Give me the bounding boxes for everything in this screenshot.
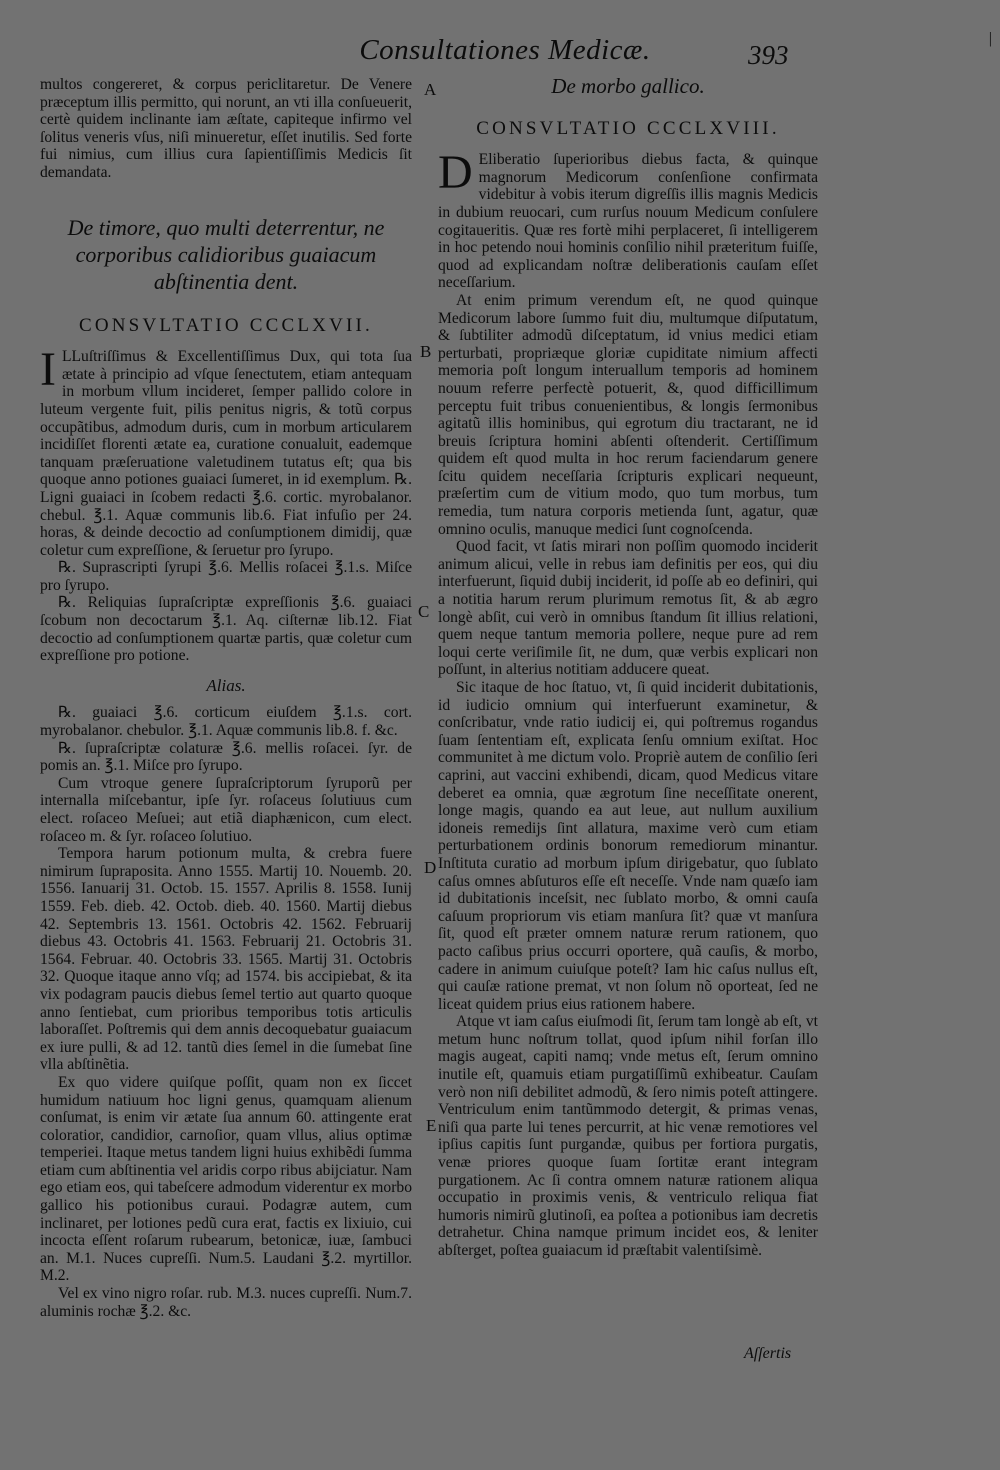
left-paragraph-7: Tempora harum potionum multa, & crebra fuere nimirum ſupraposita. Anno 1555. Martij 10. Nouemb. 20. 1556. Ianuarij 31. Octob. 15. 1557. Aprilis 8. 1558. Iunij 1559. Feb. dieb. 42. Octob. dieb. 40. 1560. Martij diebus 42. Septembris 13. 1561. Octobris 42. 1562. Februarij diebus 43. Octobris 41. 1563. Februarij 21. Octobris 31. 1564. Februar. 40. Octobris 33. 1565. Martij 31. Octobris 32. Quoque itaque anno vſq; ad 1574. bis accipiebat, & ita vix podagram paucis diebus ſemel tertio aut quarto quoque anno ſentiebat, cum prioribus temporibus totis articulis laboraſſet. Poſtremis qui dem annis decoquebatur guaiacum ex iure pulli, & ad 12. tantũ dies ſemel in die ſumebat ſine vlla abſtinẽtia. bbox=[40, 845, 412, 1074]
left-consultation-heading: CONSVLTATIO CCCLXVII. bbox=[78, 314, 374, 336]
right-paragraph-2: At enim primum verendum eſt, ne quod quinque Medicorum labore ſummo fuit diu, multumque diſputatum, & ſubtiliter admodũ diſceptatum, id vnius medici etiam perturbati, propriæque gloriæ cupiditate nimium affecti memoria poſt longum interuallum temporis ad hominem nouum referre perfectè potuerit, &, quod difficillimum perceptu fuit tribus conuenientibus, & longis ſermonibus agitatũ illis hominibus, qui egrotum diu tractarant, ne id breuis ſcriptura homini abſenti oſtenderit. Certiſſimum quidem eſt quod multa in hoc rerum faciendarum genere ſcitu quidem neceſſaria ſcripturis explicari nequeunt, præſertim cum de vitium modo, quo tum morbus, tum remedia, tum natura corporis metienda ſunt, agatur, quæ omnino oculis, manuque medici ſunt cognoſcenda. bbox=[438, 291, 818, 538]
left-paragraph-1: LLuſtriſſimus & Excellentiſſimus Dux, qui tota ſua ætate à principio ad vſque ſenectutem, etiam antequam in morbum vllum incideret, ſemper pallido colore in luteum vergente fuit, pilis penitus nigris, & totũ corpus occupãtibus, admodum duris, cum in morbum articularem incidiſſet florenti ætate ea, curatione conualuit, eademque tanquam præſeruatione valetudinem tutatus eſt; qua bis quoque anno potiones guaiaci ſumeret, in id exemplum. ℞. Ligni guaiaci in ſcobem redacti ℥.6. cortic. myrobalanor. chebul. ℥.1. Aquæ communis lib.6. Fiat infuſio per 24. horas, & deinde decoctio ad conſumptionem dimidij, quæ coletur cum expreſſione, & ſeruetur pro ſyrupo. bbox=[40, 348, 412, 559]
right-paragraph-4: Sic itaque de hoc ſtatuo, vt, ſi quid inciderit dubitationis, id iudicio omnium qui interfuerunt examinetur, & conſcribatur, vnde ratio iudicij ei, qui poſtremus rogandus ſuam ſententiam eſt, explicata ſenſu omnium exiſtat. Hoc communitet à me dictum volo. Propriè autem de conſilio ſeri caprini, aut vaccini exhibendi, dicam, quod Medicus vitare deberet ea omnia, quæ ægrotum ſine neceſſitate onerent, longe magis, quando ea aut leue, aut nullum auxilium idoneis remedijs ſint allatura, maxime verò cum etiam perturbationem ordinis bonorum remediorum minantur. Inſtituta curatio ad morbum ipſum dirigebatur, quo ſublato caſus omnes abſuturos eſſe eſt neceſſe. Vnde nam quæſo iam id dubitationis inceſsit, nec ſublato morbo, & omni cauſa caſuum propriorum vis etiam manſura ſit? quæ vt manſura ſit, quod eſt præter omnem naturæ rerum rationem, quo pacto caſibus prius occurri oportere, quã cauſis, & morbo, cadere in animum cuiuſque poteſt? Iam hic caſus nullus eſt, qui cauſæ ratione premat, vt non ſolum nõ oporteat, ſed ne liceat quidem prius eius rationem habere. bbox=[438, 679, 818, 1013]
right-section-title: De morbo gallico. bbox=[551, 74, 705, 98]
left-paragraph-2: ℞. Suprascripti ſyrupi ℥.6. Mellis roſacei ℥.1.s. Miſce pro ſyrupo. bbox=[40, 559, 412, 594]
right-column bbox=[438, 74, 818, 1260]
margin-letter-c: C bbox=[418, 602, 430, 621]
right-dropcap: D bbox=[438, 146, 473, 200]
left-column bbox=[40, 76, 412, 1320]
left-paragraph-8: Ex quo videre quiſque poſſit, quam non ex ſiccet humidum natiuum hoc ligni genus, quamquam alienum conſumat, is enim vir ætate ſua annum 60. attingente erat coloratior, candidior, carnoſior, quam vllus, alius optimæ temperiei. Itaque metus tandem ligni huius exhibẽdi ſumma etiam cum abſtinentia vel aridis corpo ribus abijciatur. Nam ego etiam eos, qui tabeſcere admodum viderentur ex morbo gallico his potionibus curaui. Podagræ autem, cum inclinaret, per lotiones pedũ cura erat, factis ex lixiuio, cui incocta eſſent roſarum rubearum, betonicæ, iuæ, ſambuci an. M.1. Nuces cupreſſi. Num.5. Laudani ℥.2. myrtillor. M.2. bbox=[40, 1073, 412, 1285]
running-title: Consultationes Medicæ. bbox=[359, 34, 651, 66]
left-paragraph-5: ℞. ſupraſcriptæ colaturæ ℥.6. mellis roſacei. ſyr. de pomis an. ℥.1. Miſce pro ſyrupo. bbox=[40, 739, 412, 775]
left-paragraph-6: Cum vtroque genere ſupraſcriptorum ſyruporũ per internalla miſcebantur, ipſe ſyr. roſaceus ſolutiuus cum elect. roſaceo Meſuei; aut etiã diaphænicon, cum elect. roſaceo m. & ſyr. roſaceo ſolutiuo. bbox=[40, 774, 412, 845]
alias-subheading: Alias. bbox=[206, 675, 246, 695]
left-dropcap: I bbox=[40, 343, 56, 397]
margin-letter-d: D bbox=[424, 858, 437, 877]
margin-letter-e: E bbox=[426, 1116, 437, 1135]
right-consultation-heading: CONSVLTATIO CCCLXVIII. bbox=[476, 117, 780, 139]
margin-letter-b: B bbox=[420, 342, 432, 361]
page-edge-mark: | bbox=[988, 30, 992, 47]
page-number: 393 bbox=[748, 40, 789, 70]
left-intro-paragraph: multos congereret, & corpus periclitaretur. De Venere præceptum illis permitto, qui norunt, an vti illa conſueuerit, certè quidem inclinante iam æſtate, capiteque infirmo vel ſolitus veneris vſus, niſi minueretur, eſſet inutilis. Sed forte fui nimius, cum illius cura ſapientiſſimis Medicis ſit demandata. bbox=[40, 76, 412, 181]
right-paragraph-3: Quod facit, vt ſatis mirari non poſſim quomodo inciderit animum alicui, velle in rebus iam definitis per eos, qui diu interfuerunt, ſiquid dubij inciderit, id poſſe ab eo definiri, qui a notitia harum rerum plurimum remotus ſit, & ab ægro longè abſit, cui verò in omnibus ſtandum ſit illius relationi, quem neque tantum memoria pollere, neque pure ad rem loqui certe veriſimile ſit, ne dum, quæ verbis explicari non poſſunt, in alterius notitiam adducere queat. bbox=[438, 538, 818, 679]
left-paragraph-9: Vel ex vino nigro roſar. rub. M.3. nuces cupreſſi. Num.7. aluminis rochæ ℥.2. &c. bbox=[40, 1285, 412, 1320]
left-paragraph-3: ℞. Reliquias ſupraſcriptæ expreſſionis ℥.6. guaiaci ſcobum non decoctarum ℥.1. Aq. ciſternæ lib.12. Fiat decoctio ad conſumptionem quartæ partis, quæ coletur cum expreſſione pro potione. bbox=[40, 594, 412, 665]
left-paragraph-4: ℞. guaiaci ℥.6. corticum eiuſdem ℥.1.s. cort. myrobalanor. chebulor. ℥.1. Aquæ communis lib.8. f. &c. bbox=[40, 704, 412, 740]
catchword: Aſſertis bbox=[744, 1345, 792, 1362]
left-section-title: De timore, quo multi deterrentur, ne corporibus calidioribus guaiacum abſtinentia dent. bbox=[67, 214, 385, 294]
right-paragraph-5: Atque vt iam caſus eiuſmodi ſit, ſerum tam longè ab eſt, vt metum hunc noſtrum tollat, quod ipſum nihil forſan illo magis augeat, capiti namq; vnde metus eſt, ſerum omnino inutile eſt, quamuis etiam purgatiſſimũ exhibeatur. Cauſam verò non niſi debilitet admodũ, & ſero nimis poteſt attingere. Ventriculum enim tantũmmodo detergit, & primas venas, niſi qua parte lui tenes percurrit, at hic venæ remotiores vel ipſius capitis ſunt purgandæ, quibus per fortiora purgatis, venæ priores quoque ſuam ſortitæ erant integram purgationem. Ac ſi contra omnem naturæ rationem aliqua occupatio in proximis venis, & ventriculo reliqua fiat humoris nimirũ glutinoſi, ea poſtea a potionibus iam decretis detrahetur. China namque primum incidet eos, & leniter abſterget, poſtea guaiacum id præſtabit valentiſsimè. bbox=[438, 1013, 818, 1259]
right-paragraph-1: Eliberatio ſuperioribus diebus facta, & quinque magnorum Medicorum conſenſione confirmata videbitur à vobis iterum digreſſis illis magnis Medicis in dubium reuocari, cum rurſus nouum Medicum conſulere cogitaueritis. Quæ res fortè mihi perplaceret, ſi intelligerem in hoc petendo noui hominis conſilio nihil præteritum fuiſſe, quod ad explicandam noſtræ deliberationis cauſam eſſet neceſſarium. bbox=[438, 151, 818, 292]
margin-letter-a: A bbox=[424, 80, 437, 99]
